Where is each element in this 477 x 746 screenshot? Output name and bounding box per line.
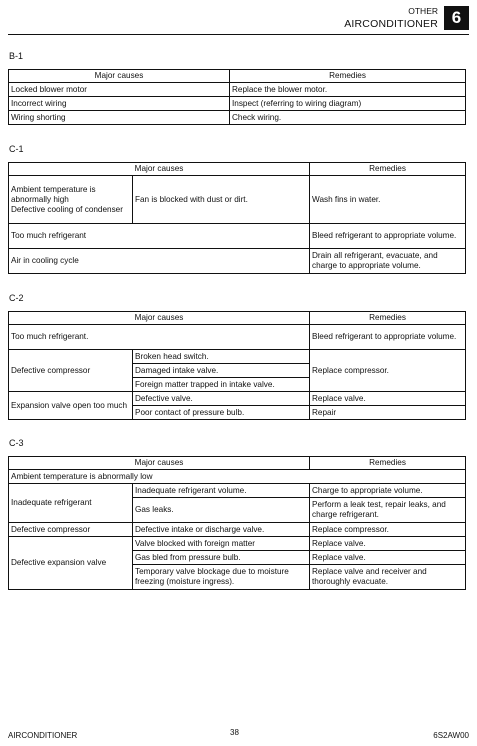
table-b1 — [8, 69, 466, 125]
section-label-b1: B-1 — [9, 51, 24, 61]
remedy-cell: Repair — [310, 406, 466, 420]
table-row — [9, 392, 466, 406]
cause-cell: Defective expansion valve — [9, 537, 133, 590]
page-header — [8, 4, 469, 35]
remedy-cell: Bleed refrigerant to appropriate volume. — [310, 224, 466, 249]
footer-title: AIRCONDITIONER — [8, 731, 78, 740]
section-label-c2: C-2 — [9, 293, 24, 303]
cause-cell: Defective compressor — [9, 350, 133, 392]
cause-cell: Air in cooling cycle — [9, 249, 310, 274]
table-row — [9, 97, 466, 111]
table-header-row — [9, 457, 466, 470]
cause-cell: Incorrect wiring — [9, 97, 230, 111]
table-header-row — [9, 163, 466, 176]
header-major-causes: Major causes — [9, 312, 310, 325]
remedy-cell: Check wiring. — [230, 111, 466, 125]
table-c1 — [8, 162, 466, 274]
cause-cell: Too much refrigerant. — [9, 325, 310, 350]
table-row — [9, 249, 466, 274]
sub-cause-cell: Fan is blocked with dust or dirt. — [133, 176, 310, 224]
sub-cause-cell: Valve blocked with foreign matter — [133, 537, 310, 551]
sub-cause-cell: Inadequate refrigerant volume. — [133, 484, 310, 498]
cause-cell: Ambient temperature is abnormally low — [9, 470, 466, 484]
table-c2 — [8, 311, 466, 420]
sub-cause-cell: Defective valve. — [133, 392, 310, 406]
sub-cause-cell: Broken head switch. — [133, 350, 310, 364]
section-label-c1: C-1 — [9, 144, 24, 154]
cause-cell: Expansion valve open too much — [9, 392, 133, 420]
sub-cause-cell: Damaged intake valve. — [133, 364, 310, 378]
header-major-causes: Major causes — [9, 457, 310, 470]
header-remedies: Remedies — [310, 163, 466, 176]
table-row — [9, 470, 466, 484]
remedy-cell: Replace the blower motor. — [230, 83, 466, 97]
table-row — [9, 484, 466, 498]
remedy-cell: Replace valve. — [310, 551, 466, 565]
sub-cause-cell: Temporary valve blockage due to moisture freezing (moisture ingress). — [133, 565, 310, 590]
page-number: 38 — [230, 728, 239, 737]
table-row — [9, 325, 466, 350]
header-remedies: Remedies — [310, 457, 466, 470]
remedy-cell: Replace compressor. — [310, 350, 466, 392]
cause-cell: Wiring shorting — [9, 111, 230, 125]
remedy-cell: Bleed refrigerant to appropriate volume. — [310, 325, 466, 350]
sub-cause-cell: Poor contact of pressure bulb. — [133, 406, 310, 420]
sub-cause-cell: Gas bled from pressure bulb. — [133, 551, 310, 565]
header-major-causes: Major causes — [9, 70, 230, 83]
header-remedies: Remedies — [230, 70, 466, 83]
header-major-causes: Major causes — [9, 163, 310, 176]
remedy-cell: Inspect (referring to wiring diagram) — [230, 97, 466, 111]
remedy-cell: Drain all refrigerant, evacuate, and charge to appropriate volume. — [310, 249, 466, 274]
cause-cell: Too much refrigerant — [9, 224, 310, 249]
cause-cell: Ambient temperature is abnormally high Defective cooling of condenser — [9, 176, 133, 224]
remedy-cell: Wash fins in water. — [310, 176, 466, 224]
table-row — [9, 83, 466, 97]
sub-cause-cell: Gas leaks. — [133, 498, 310, 523]
cause-cell: Inadequate refrigerant — [9, 484, 133, 523]
page-footer — [8, 728, 469, 742]
table-row — [9, 350, 466, 364]
remedy-cell: Replace compressor. — [310, 523, 466, 537]
cause-cell: Defective compressor — [9, 523, 133, 537]
table-row — [9, 224, 466, 249]
table-row — [9, 176, 466, 224]
remedy-cell: Replace valve. — [310, 392, 466, 406]
table-c3 — [8, 456, 466, 590]
table-header-row — [9, 70, 466, 83]
cause-cell: Locked blower motor — [9, 83, 230, 97]
table-header-row — [9, 312, 466, 325]
sub-cause-cell: Defective intake or discharge valve. — [133, 523, 310, 537]
header-title: AIRCONDITIONER — [344, 18, 438, 30]
remedy-cell: Charge to appropriate volume. — [310, 484, 466, 498]
section-label-c3: C-3 — [9, 438, 24, 448]
chapter-number-badge: 6 — [444, 6, 469, 30]
header-remedies: Remedies — [310, 312, 466, 325]
document-code: 6S2AW00 — [433, 731, 469, 740]
remedy-cell: Replace valve. — [310, 537, 466, 551]
table-row — [9, 111, 466, 125]
remedy-cell: Replace valve and receiver and thoroughly evacuate. — [310, 565, 466, 590]
header-category: OTHER — [408, 6, 438, 16]
table-row — [9, 537, 466, 551]
table-row — [9, 523, 466, 537]
sub-cause-cell: Foreign matter trapped in intake valve. — [133, 378, 310, 392]
remedy-cell: Perform a leak test, repair leaks, and charge refrigerant. — [310, 498, 466, 523]
